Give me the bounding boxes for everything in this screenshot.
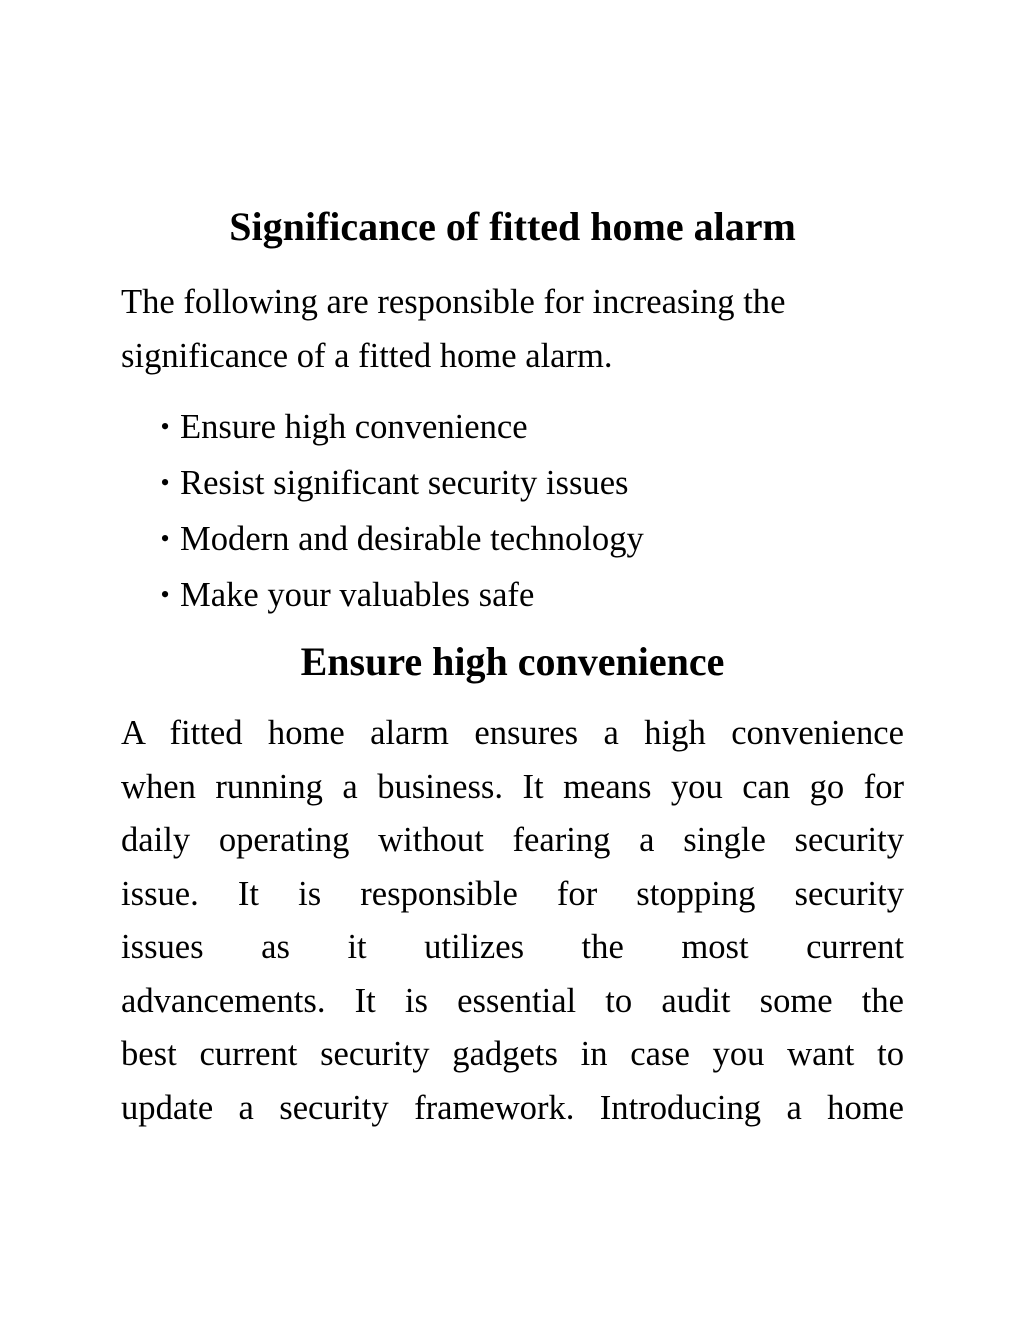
intro-paragraph — [121, 276, 904, 383]
body-line: daily operating without fearing a single security — [121, 821, 904, 859]
body-line: update a security framework. Introducing a home — [121, 1088, 904, 1127]
body-line: advancements. It is essential to audit some the — [121, 981, 904, 1020]
body-line: issue. It is responsible for stopping security — [121, 874, 904, 913]
list-item — [121, 567, 904, 623]
list-item-text: Make your valuables safe — [180, 576, 535, 614]
body-paragraph — [121, 707, 904, 1135]
list-item-text: Modern and desirable technology — [180, 520, 644, 558]
list-item-text: Resist significant security issues — [180, 464, 629, 502]
bullet-dot-icon: • — [160, 524, 170, 553]
intro-line-2: significance of a fitted home alarm. — [121, 336, 613, 375]
body-line: when running a business. It means you can go for — [121, 767, 904, 806]
body-line: best current security gadgets in case you want to — [121, 1035, 904, 1073]
bullet-list — [121, 399, 904, 623]
body-line: A fitted home alarm ensures a high convenience — [121, 714, 904, 752]
bullet-dot-icon: • — [160, 412, 170, 441]
intro-line-1: The following are responsible for increasing the — [121, 283, 786, 321]
document-page — [121, 200, 904, 1135]
section-heading-convenience: Ensure high convenience — [300, 639, 725, 684]
body-line: issues as it utilizes the most current — [121, 928, 904, 966]
list-item — [121, 399, 904, 455]
bullet-dot-icon: • — [160, 468, 170, 497]
section-heading-significance: Significance of fitted home alarm — [229, 204, 796, 249]
bullet-dot-icon: • — [160, 580, 170, 609]
list-item — [121, 455, 904, 511]
list-item — [121, 511, 904, 567]
list-item-text: Ensure high convenience — [180, 408, 528, 446]
